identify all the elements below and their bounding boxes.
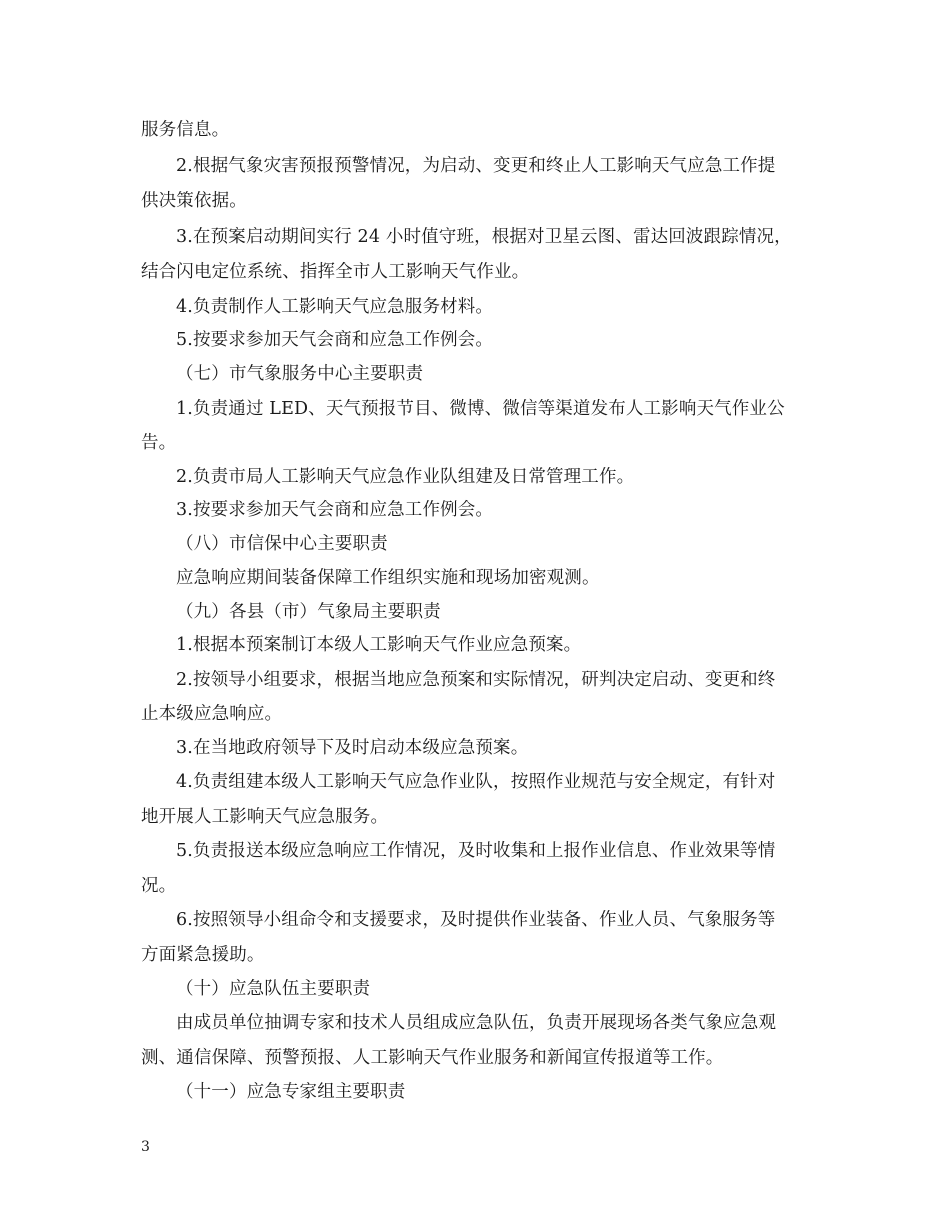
text-line: 5.负责报送本级应急响应工作情况，及时收集和上报作业信息、作业效果等情 — [176, 841, 776, 861]
text-line: 2.根据气象灾害预报预警情况，为启动、变更和终止人工影响天气应急工作提 — [176, 156, 776, 176]
text-line: 2.负责市局人工影响天气应急作业队组建及日常管理工作。 — [176, 467, 635, 487]
page-number: 3 — [141, 1139, 150, 1155]
text-line: 应急响应期间装备保障工作组织实施和现场加密观测。 — [176, 568, 600, 588]
text-line: 告。 — [141, 433, 177, 453]
text-line: 地开展人工影响天气应急服务。 — [141, 807, 389, 827]
section-heading: （十）应急队伍主要职责 — [176, 979, 371, 999]
text-line: 况。 — [141, 876, 177, 896]
text-line: 测、通信保障、预警预报、人工影响天气作业服务和新闻宣传报道等工作。 — [141, 1048, 724, 1068]
text-line: 1.根据本预案制订本级人工影响天气作业应急预案。 — [176, 635, 582, 655]
text-line: 5.按要求参加天气会商和应急工作例会。 — [176, 330, 494, 350]
text-line: 方面紧急援助。 — [141, 945, 265, 965]
text-line: 2.按领导小组要求，根据当地应急预案和实际情况，研判决定启动、变更和终 — [176, 670, 776, 690]
text-line: 1.负责通过 LED、天气预报节目、微博、微信等渠道发布人工影响天气作业公 — [176, 399, 785, 419]
text-line: 止本级应急响应。 — [141, 704, 283, 724]
text-line: 供决策依据。 — [141, 191, 247, 211]
section-heading: （九）各县（市）气象局主要职责 — [176, 602, 441, 622]
section-heading: （八）市信保中心主要职责 — [176, 534, 388, 554]
text-line: 3.在预案启动期间实行 24 小时值守班，根据对卫星云图、雷达回波跟踪情况， — [176, 227, 792, 247]
text-line: 4.负责制作人工影响天气应急服务材料。 — [176, 297, 494, 317]
text-line: 4.负责组建本级人工影响天气应急作业队，按照作业规范与安全规定，有针对 — [176, 772, 776, 792]
text-line: 6.按照领导小组命令和支援要求，及时提供作业装备、作业人员、气象服务等 — [176, 910, 776, 930]
text-line: 服务信息。 — [141, 120, 230, 140]
section-heading: （七）市气象服务中心主要职责 — [176, 364, 424, 384]
text-line: 由成员单位抽调专家和技术人员组成应急队伍，负责开展现场各类气象应急观 — [176, 1013, 777, 1033]
text-line: 3.按要求参加天气会商和应急工作例会。 — [176, 500, 494, 520]
text-line: 结合闪电定位系统、指挥全市人工影响天气作业。 — [141, 262, 530, 282]
text-line: 3.在当地政府领导下及时启动本级应急预案。 — [176, 738, 529, 758]
section-heading: （十一）应急专家组主要职责 — [176, 1082, 406, 1102]
